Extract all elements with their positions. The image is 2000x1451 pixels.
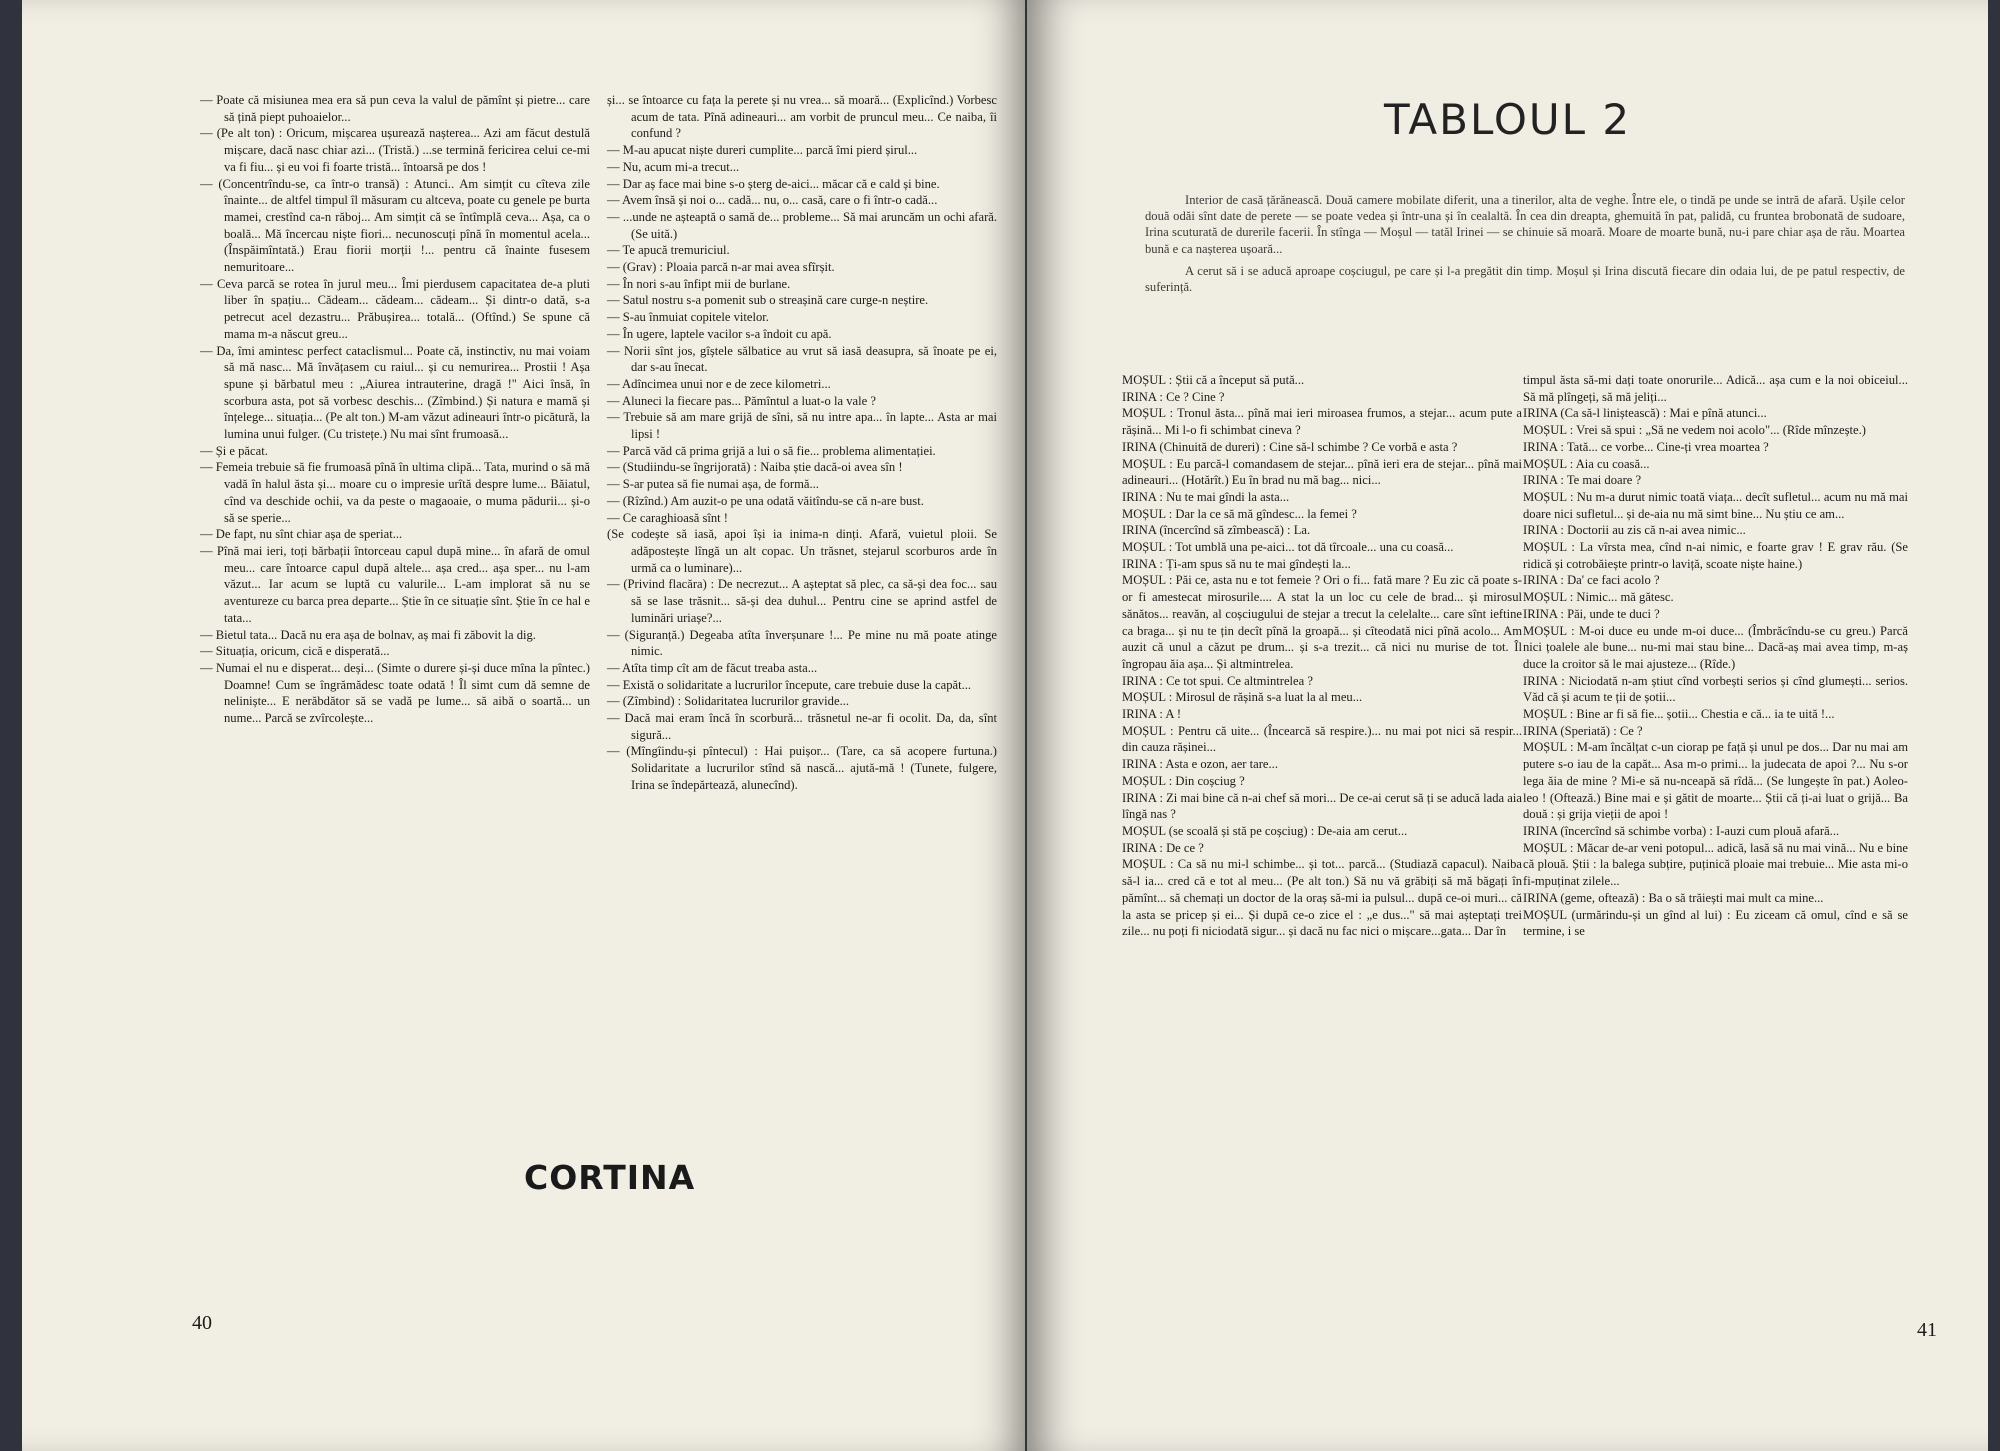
text-paragraph: — Dar aș face mai bine s-o șterg de-aici... măcar că e cald și bine. xyxy=(607,176,940,191)
text-paragraph: — În ugere, laptele vacilor s-a îndoit cu apă. xyxy=(607,326,832,341)
text-paragraph: — M-au apucat niște dureri cumplite... parcă îmi pierd șirul... xyxy=(607,143,918,158)
text-paragraph: — Te apucă tremuriciul. xyxy=(607,243,730,258)
text-paragraph: — Există o solidaritate a lucrurilor începute, care trebuie duse la capăt... xyxy=(607,677,972,692)
text-paragraph: — Parcă văd că prima grijă a lui o să fie... problema alimentației. xyxy=(607,443,936,458)
page-number-left: 40 xyxy=(192,1312,212,1334)
text-paragraph: — Ce caraghioasă sînt ! xyxy=(607,510,728,525)
text-paragraph: — (Studiindu-se îngrijorată) : Naiba știe dacă-oi avea sîn ! xyxy=(607,460,903,475)
text-paragraph: — (Privind flacăra) : De necrezut... A așteptat să plec, ca să-și dea foc... sau să se lase trăsnit... să-și dea duhul... Pentru cine se aprind astfel de luminări uriașe?... xyxy=(607,577,997,625)
text-paragraph: MOȘUL : Tronul ăsta... pînă mai ieri miroasea frumos, a stejar... acum pute a rășină... Mi l-o fi schimbat cineva ? xyxy=(1122,406,1522,438)
text-paragraph: Interior de casă țărănească. Două camere mobilate diferit, una a tinerilor, alta de veghe. Între ele, o tindă pe unde se intră de afară. Ușile celor două odăi sînt date de perete — se poate vedea și într-una și în cealaltă. În cea din dreapta, ghemuită în pat, palidă, cu fruntea brobonată de sudoare, Irina scuturată de durerile facerii. În stînga — Moșul — tatăl Irinei — se chinuie să moară. Moare de moarte bună, nu-i pare chiar așa de rău. Moartea bună e ca nașterea ușoară... xyxy=(1145,193,1905,256)
text-paragraph: IRINA : A ! xyxy=(1122,707,1182,722)
text-paragraph: — Femeia trebuie să fie frumoasă pînă în ultima clipă... Tata, murind o să mă vadă în halul ăsta și... moare cu o impresie urîtă despre lume... Băiatul, cînd va deschide ochii, va da peste o magaoaie, o muma pădurii... și-o să se sperie... xyxy=(200,460,590,525)
text-paragraph: IRINA : Ce tot spui. Ce altmintrelea ? xyxy=(1122,673,1313,688)
text-paragraph: — Numai el nu e disperat... deși... (Simte o durere și-și duce mîna la pîntec.) Doamne! Cum se îngrămădesc toate odată ! Îl simt cum dă semne de neliniște... E nerăbdător să se vadă pe lume... să aibă o soartă... un nume... Parcă se zvîrcolește... xyxy=(200,660,590,726)
text-paragraph: — (Siguranță.) Degeaba atîta înverșunare !... Pe mine nu mă poate atinge nimic. xyxy=(607,627,997,659)
text-paragraph: IRINA : Tată... ce vorbe... Cine-ți vrea moartea ? xyxy=(1523,439,1769,454)
text-paragraph: MOȘUL : Nimic... mă gătesc. xyxy=(1523,590,1674,605)
text-paragraph: — Aluneci la fiecare pas... Pămîntul a luat-o la vale ? xyxy=(607,393,876,408)
text-paragraph: — (Grav) : Ploaia parcă n-ar mai avea sfîrșit. xyxy=(607,260,835,275)
left-column-1 xyxy=(200,92,590,727)
left-column-2 xyxy=(607,92,997,794)
text-paragraph: — Adîncimea unui nor e de zece kilometri... xyxy=(607,376,831,391)
text-paragraph: — Satul nostru s-a pomenit sub o streașină care curge-n neștire. xyxy=(607,293,929,308)
text-paragraph: — Da, îmi amintesc perfect cataclismul... Poate că, instinctiv, nu mai voiam să mă nasc... Mă învățasem cu raiul... și cu nemurirea... Prostii ! Așa spune și bărbatul meu : „Aiurea intrauterine, dragă !" Aici însă, în scorbura asta, pot să vorbesc deschis... (Zîmbind.) Și natura e mamă și înțelege... situația... (Pe alt ton.) M-am văzut adineauri într-o picătură, la lumina unui fulger. (Cu tristețe.) Nu mai sînt frumoasă... xyxy=(200,343,590,442)
text-paragraph: IRINA : Da' ce faci acolo ? xyxy=(1523,573,1660,588)
text-paragraph: MOȘUL : La vîrsta mea, cînd n-ai nimic, e foarte grav ! E grav rău. (Se ridică și cotrobăiește printr-o laviță, scoate niște haine.) xyxy=(1523,540,1908,571)
text-paragraph: IRINA (Chinuită de dureri) : Cine să-l schimbe ? Ce vorbă e asta ? xyxy=(1122,439,1458,454)
text-paragraph: MOȘUL : Ca să nu mi-l schimbe... și tot... parcă... (Studiază capacul). Naiba să-l ia... cred că e tot al meu... (Pe alt ton.) Să nu vă grăbiți să mă băgați în pămînt... să chemați un doctor de la oraș să-mi ia pulsul... după ce-oi muri... că la asta se pricep și ei... Și după ce-o zice el : „e dus..." să mai așteptați trei zile... nu poți fi niciodată sigur... și dacă nu fac nici o mișcare...gata... Dar în xyxy=(1122,857,1522,939)
cortina-heading: CORTINA xyxy=(524,1158,696,1197)
text-paragraph: MOȘUL (se scoală și stă pe coșciug) : De-aia am cerut... xyxy=(1122,823,1408,838)
text-paragraph: — Atîta timp cît am de făcut treaba asta... xyxy=(607,660,818,675)
text-paragraph: MOȘUL : Știi că a început să pută... xyxy=(1122,373,1305,387)
text-paragraph: — (Rîzînd.) Am auzit-o pe una odată văitîndu-se că n-are bust. xyxy=(607,493,924,508)
text-paragraph: MOȘUL : Din coșciug ? xyxy=(1122,773,1245,788)
text-paragraph: IRINA : Doctorii au zis că n-ai avea nimic... xyxy=(1523,523,1746,538)
text-paragraph: IRINA : Te mai doare ? xyxy=(1523,473,1642,488)
text-paragraph: IRINA : Nu te mai gîndi la asta... xyxy=(1122,489,1290,504)
text-paragraph: MOȘUL : Aia cu coasă... xyxy=(1523,456,1650,471)
text-paragraph: — Avem însă și noi o... cadă... nu, o... casă, care o fi într-o cadă... xyxy=(607,193,938,208)
text-paragraph: — Trebuie să am mare grijă de sîni, să nu intre apa... în lapte... Asta ar mai lipsi ! xyxy=(607,410,997,442)
text-paragraph: IRINA (încercînd să zîmbească) : La. xyxy=(1122,523,1311,538)
left-page xyxy=(22,0,1025,1451)
text-paragraph: — (Mîngîindu-și pîntecul) : Hai puișor... (Tare, ca să acopere furtuna.) Solidaritate a lucrurilor stînd să nască... ajută-mă ! (Tunete, fulgere, Irina se îndepărtează, alunecînd). xyxy=(607,744,997,792)
text-paragraph: A cerut să i se aducă aproape coșciugul, pe care și l-a pregătit din timp. Moșul și Irina discută fiecare din odaia lui, de pe patul respectiv, de suferință. xyxy=(1145,263,1905,295)
text-paragraph: — Ceva parcă se rotea în jurul meu... Îmi pierdusem capacitatea de-a pluti liber în spațiu... Cădeam... cădeam... cădeam... Și dintr-o dată, s-a petrecut acel dezastru... Prăbușirea... totală... (Oftînd.) Se spune că mama m-a născut greu... xyxy=(200,276,590,341)
text-paragraph: — Situația, oricum, cică e disperată... xyxy=(200,644,390,659)
text-paragraph: — S-ar putea să fie numai așa, de formă... xyxy=(607,477,819,492)
text-paragraph: — (Pe alt ton) : Oricum, mișcarea ușurează nașterea... Azi am făcut destulă mișcare, dacă nasc chiar azi... (Tristă.) ...se termină fericirea celui ce-mi va fi fiu... și eu voi fi foarte tristă... întoarsă pe dos ! xyxy=(200,126,590,174)
stage-directions xyxy=(1145,192,1905,301)
text-paragraph: — De fapt, nu sînt chiar așa de speriat... xyxy=(200,527,403,542)
right-column-2 xyxy=(1523,372,1908,940)
text-paragraph: IRINA : Zi mai bine că n-ai chef să mori... De ce-ai cerut să ți se aducă lada aia lîngă nas ? xyxy=(1122,790,1522,822)
text-paragraph: — Bietul tata... Dacă nu era așa de bolnav, aș mai fi zăbovit la dig. xyxy=(200,627,536,642)
text-paragraph: MOȘUL : M-oi duce eu unde m-oi duce... (Îmbrăcîndu-se cu greu.) Parcă nici țoalele ale bune... nu-mi mai stau bine... Dacă-aș mai avea timp, m-aș duce la croitor să le mai ajusteze... (Rîde.) xyxy=(1523,623,1908,671)
text-paragraph: — Dacă mai eram încă în scorbură... trăsnetul ne-ar fi ocolit. Da, da, sînt sigură... xyxy=(607,711,997,742)
text-paragraph: — ...unde ne așteaptă o samă de... probleme... Să mai aruncăm un ochi afară. (Se uită.) xyxy=(607,209,997,241)
text-paragraph: MOȘUL : Tot umblă una pe-aici... tot dă tîrcoale... una cu coasă... xyxy=(1122,540,1454,555)
page-number-right: 41 xyxy=(1917,1319,1937,1341)
text-paragraph: IRINA : De ce ? xyxy=(1122,840,1204,855)
text-paragraph: IRINA : Niciodată n-am știut cînd vorbești serios și cînd glumești... serios. Văd că și acum te ții de șotii... xyxy=(1523,673,1908,705)
text-paragraph: IRINA (Speriată) : Ce ? xyxy=(1523,723,1643,738)
right-page xyxy=(1027,0,1988,1451)
text-paragraph: — Pînă mai ieri, toți bărbații întorceau capul după mine... în afară de omul meu... care întoarce capul după altele... așa cred... așa sper... nu l-am văzut... Iar acum se luptă cu valurile... L-am implorat să nu se aventureze cu barca prea departe... Știe în ce situație sînt. Știe în ce hal e tata... xyxy=(200,543,590,625)
text-paragraph: IRINA : Păi, unde te duci ? xyxy=(1523,606,1660,621)
text-paragraph: IRINA : Ce ? Cine ? xyxy=(1122,389,1225,404)
text-paragraph: MOȘUL : Nu m-a durut nimic toată viața... decît sufletul... acum nu mă mai doare nici sufletul... și de-aia nu mă simt bine... Nu știu ce am... xyxy=(1523,489,1908,521)
text-paragraph: — În nori s-au înfipt mii de burlane. xyxy=(607,276,791,291)
text-paragraph: IRINA (încercînd să schimbe vorba) : I-auzi cum plouă afară... xyxy=(1523,823,1840,838)
scene-title: TABLOUL 2 xyxy=(1384,95,1632,144)
text-paragraph: — (Zîmbind) : Solidaritatea lucrurilor gravide... xyxy=(607,694,850,709)
text-paragraph: MOȘUL : M-am încălțat c-un ciorap pe față și unul pe dos... Dar nu mai am putere s-o iau de la capăt... Asa m-o primi... la judecata de apoi ?... Nu s-or lega ăia de mine ? Mi-e să nu-nceapă să rîdă... (Se lungește în pat.) Aoleo-leo ! (Oftează.) Bine mai e și gătit de moarte... Știi că ți-ai luat o grijă... Ba două : și grija vieții de apoi ! xyxy=(1523,740,1908,822)
text-paragraph: MOȘUL : Păi ce, asta nu e tot femeie ? Ori o fi... fată mare ? Eu zic că poate s-or fi amestecat mirosurile.... A stat la un loc cu cele de brad... și mirosul sănătos... reavăn, al coșciugului de stejar a trecut la celelalte... care sînt ieftine ca braga... și nu te țin decît pînă la groapă... și cîteodată nici pînă acolo... Am auzit că unul a căzut pe drum... și s-a trezit... că nici nu murise de tot. Îl îngropau ăia așa... Și altmintrelea. xyxy=(1122,573,1522,671)
right-column-1 xyxy=(1122,372,1522,940)
text-paragraph: — S-au înmuiat copitele vitelor. xyxy=(607,310,769,325)
text-paragraph: — Și e păcat. xyxy=(200,443,268,458)
text-paragraph: MOȘUL : Pentru că uite... (Încearcă să respire.)... nu mai pot nici să respir... din cauza rășinei... xyxy=(1122,723,1522,755)
text-paragraph: — Poate că misiunea mea era să pun ceva la valul de pămînt și pietre... care să țină piept puhoaielor... xyxy=(200,93,590,124)
text-paragraph: — Nu, acum mi-a trecut... xyxy=(607,159,740,174)
text-paragraph: MOȘUL : Măcar de-ar veni potopul... adică, lasă să nu mai vină... Nu e bine că plouă. Știi : la balega subțire, puținică ploaie mai trebuie... Mie asta mi-o fi-mpuținat zilele... xyxy=(1523,840,1908,889)
text-paragraph: timpul ăsta să-mi dați toate onorurile... Adică... așa cum e la noi obiceiul... Să mă plîngeți, să mă jeliți... xyxy=(1523,373,1908,404)
text-paragraph: — (Concentrîndu-se, ca într-o transă) : Atunci.. Am simțit cu cîteva zile înainte... de altfel timpul îl măsuram cu altceva, poate cu genele pe burta mamei, crestînd ca-n răboj... Am simțit că se întîmplă ceva... Așa, ca o boală... Mă încercau niște fiori... necunoscuți pînă în momentul acela... (Înspăimîntată.) Erau fiorii morții !... pentru că înainte fusesem nemuritoare... xyxy=(200,176,590,275)
text-paragraph: și... se întoarce cu fața la perete și nu vrea... să moară... (Explicînd.) Vorbesc acum de tata. Pînă adineauri... am vorbit de pruncul meu... Ce naiba, îi confund ? xyxy=(607,93,997,141)
text-paragraph: MOȘUL : Mirosul de rășină s-a luat la al meu... xyxy=(1122,690,1363,705)
text-paragraph: IRINA (geme, oftează) : Ba o să trăiești mai mult ca mine... xyxy=(1523,890,1824,905)
text-paragraph: IRINA : Asta e ozon, aer tare... xyxy=(1122,757,1278,772)
text-paragraph: MOȘUL : Vrei să spui : „Să ne vedem noi acolo"... (Rîde mînzește.) xyxy=(1523,423,1866,438)
text-paragraph: (Se codește să iasă, apoi își ia inima-n dinți. Afară, vuietul ploii. Se adăpostește lîngă un alt copac. Un trăsnet, stejarul scorburos arde în urmă ca o luminare)... xyxy=(607,527,997,575)
text-paragraph: — Norii sînt jos, gîștele sălbatice au vrut să iasă deasupra, să înoate pe ei, dar s-au înecat. xyxy=(607,343,997,375)
text-paragraph: IRINA : Ți-am spus să nu te mai gîndești la... xyxy=(1122,556,1351,571)
text-paragraph: MOȘUL (urmărindu-și un gînd al lui) : Eu ziceam că omul, cînd e să se termine, i se xyxy=(1523,907,1908,939)
text-paragraph: MOȘUL : Dar la ce să mă gîndesc... la femei ? xyxy=(1122,506,1357,521)
text-paragraph: IRINA (Ca să-l liniștească) : Mai e pînă atunci... xyxy=(1523,406,1767,421)
text-paragraph: MOȘUL : Bine ar fi să fie... șotii... Chestia e că... ia te uită !... xyxy=(1523,707,1835,722)
text-paragraph: MOȘUL : Eu parcă-l comandasem de stejar... pînă ieri era de stejar... pînă mai adineauri... (Hotărît.) Eu în brad nu mă bag... nici... xyxy=(1122,456,1522,488)
